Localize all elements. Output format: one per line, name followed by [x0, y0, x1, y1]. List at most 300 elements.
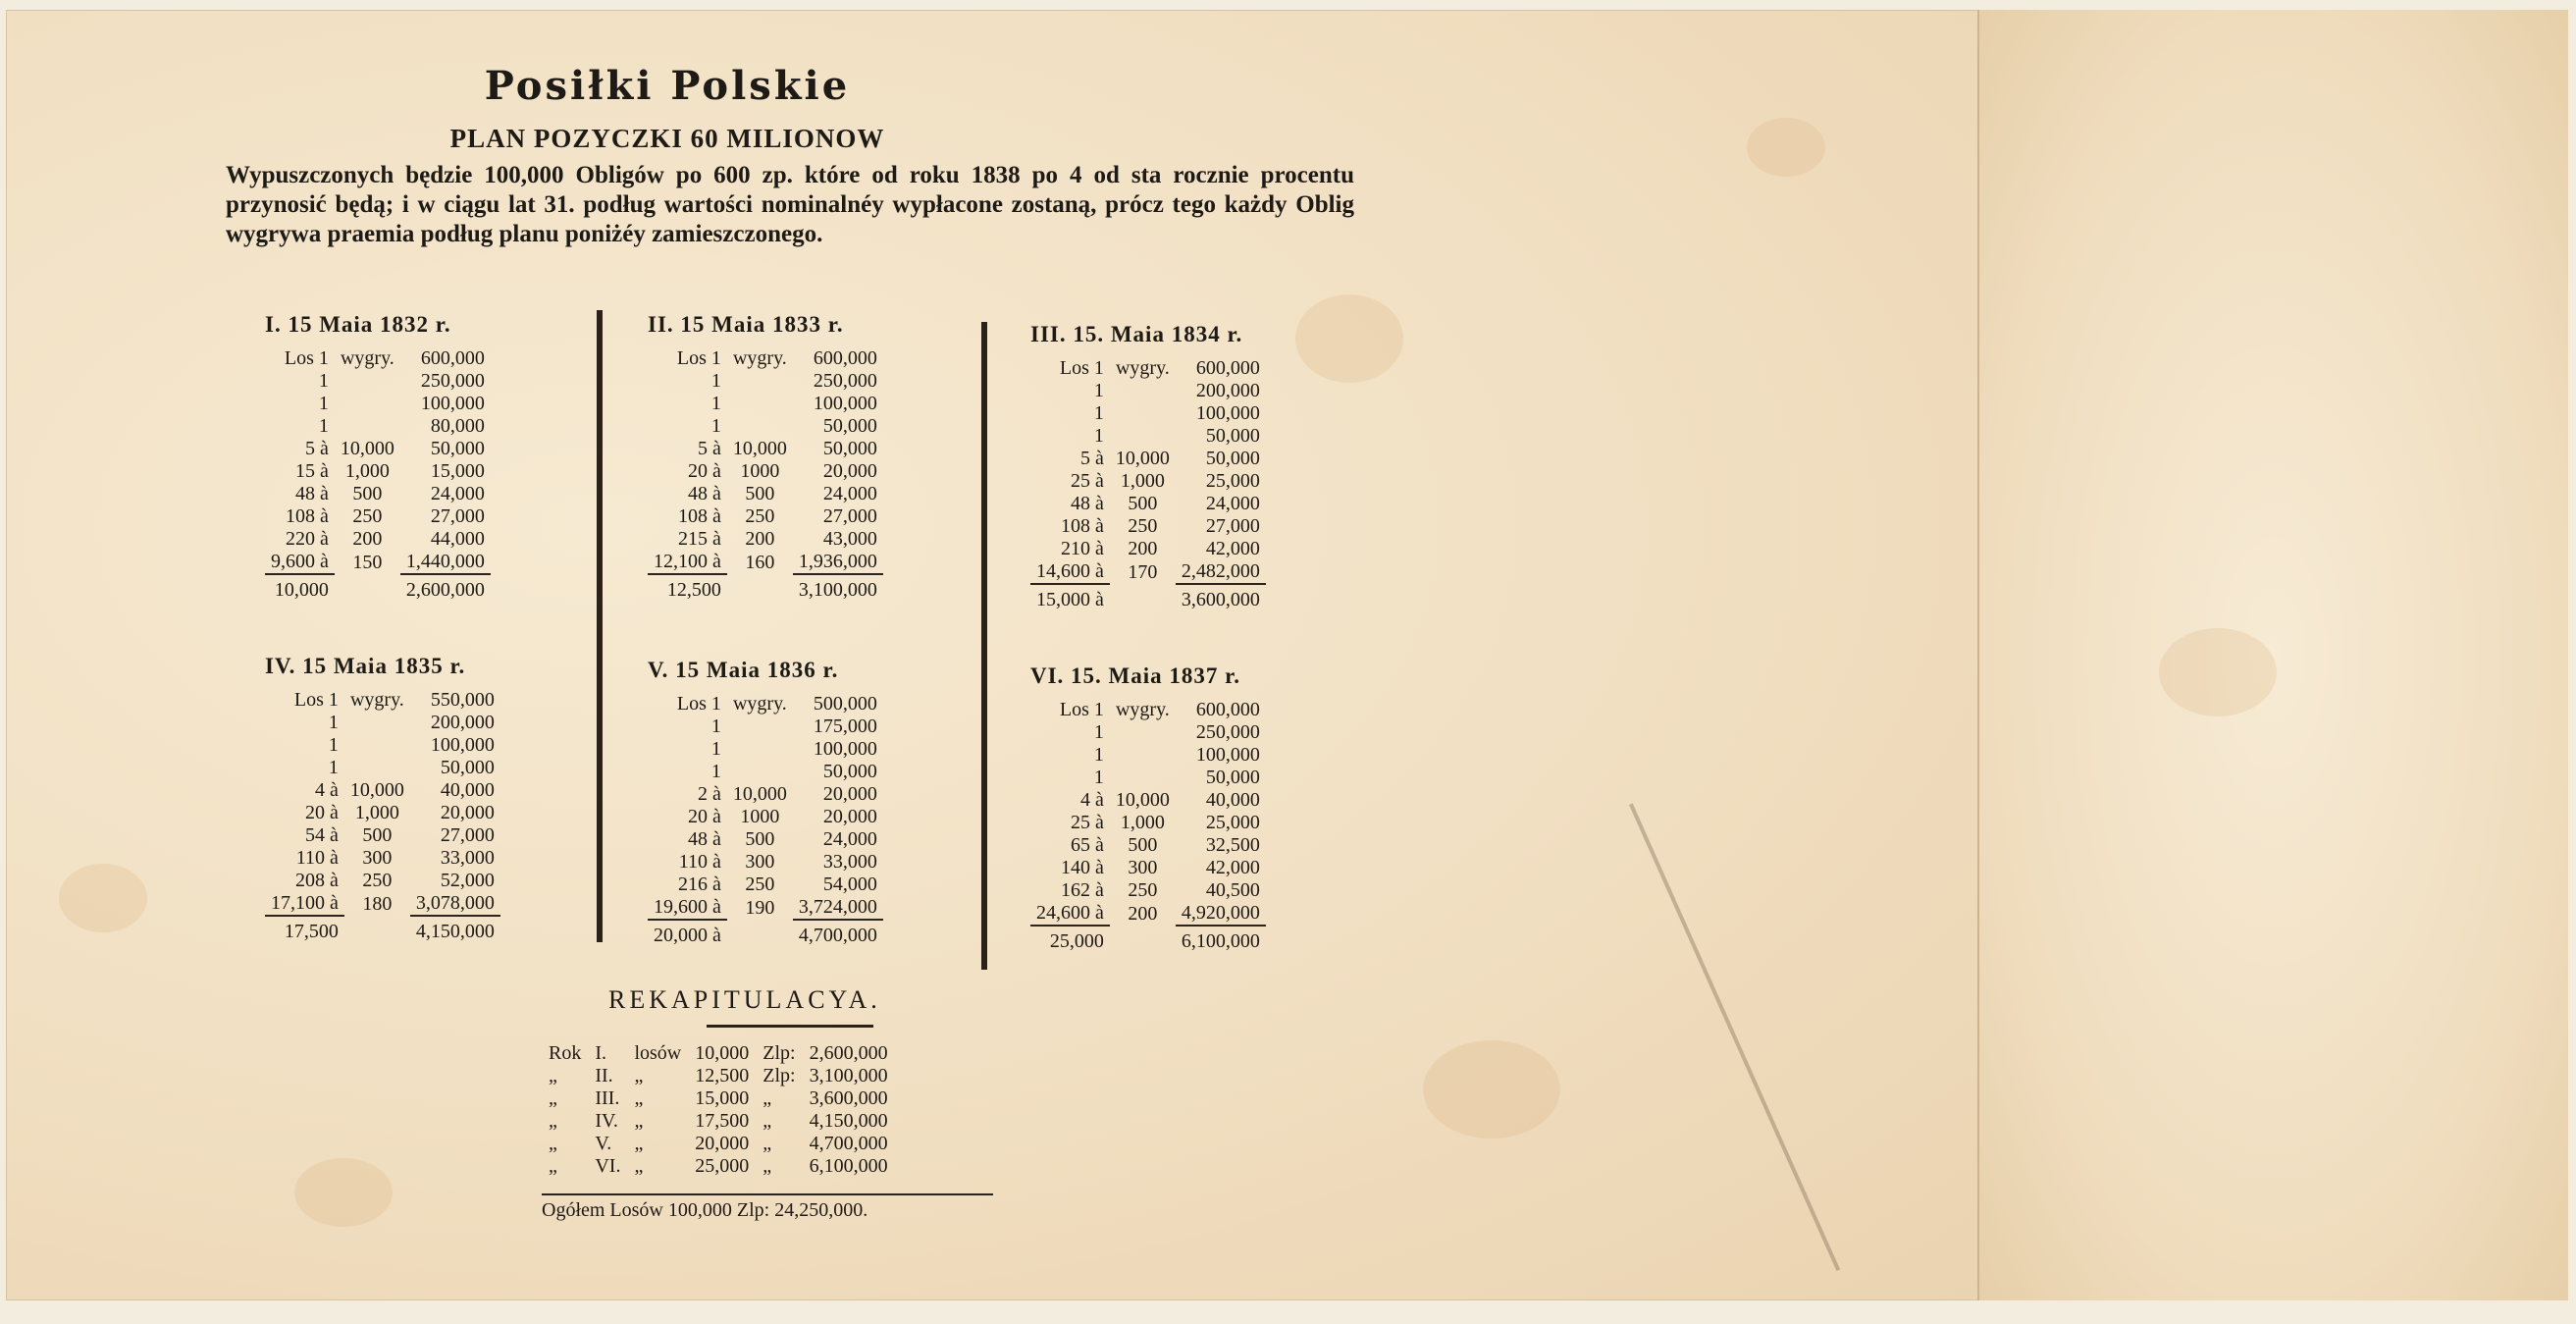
- lot-count: Los 1: [1059, 699, 1104, 720]
- recap-amount: 4,700,000: [809, 1133, 888, 1154]
- total-lots: 17,500: [265, 916, 344, 943]
- table-row: [265, 505, 491, 528]
- prize-each: wygry.: [1115, 357, 1170, 379]
- total-spacer: [1110, 584, 1176, 611]
- lot-count: 1: [318, 393, 329, 414]
- prize-amount: 50,000: [822, 438, 877, 459]
- recap-rule: [707, 1025, 873, 1028]
- recap-year: „: [549, 1110, 557, 1132]
- prize-amount: 3,724,000: [798, 896, 877, 918]
- lot-count: Los 1: [1059, 357, 1104, 379]
- prize-each: wygry.: [340, 347, 394, 369]
- recap-currency: Zlp:: [762, 1065, 796, 1086]
- prize-each: [1110, 402, 1176, 425]
- table-row: [1030, 721, 1266, 744]
- table-row: [648, 370, 883, 393]
- table-row: [648, 896, 883, 920]
- table-row: [1030, 699, 1266, 721]
- foxing-stain: [1295, 294, 1403, 383]
- recap-year: „: [549, 1087, 557, 1109]
- table-row: [1030, 879, 1266, 902]
- lot-count: 210 à: [1061, 538, 1104, 559]
- total-spacer: [727, 920, 793, 947]
- prize-amount: 100,000: [1195, 744, 1260, 766]
- prize-each: wygry.: [349, 689, 404, 711]
- lot-count: 48 à: [1071, 493, 1104, 514]
- table-row: [1030, 470, 1266, 493]
- lot-count: 108 à: [678, 505, 721, 527]
- prize-amount: 20,000: [822, 806, 877, 827]
- recap-year: „: [549, 1065, 557, 1086]
- lot-count: 108 à: [1061, 515, 1104, 537]
- table-total-row: [1030, 926, 1266, 953]
- table-row: [265, 847, 500, 870]
- prize-each: [335, 393, 400, 415]
- recap-lots-label: „: [634, 1065, 644, 1086]
- draw-heading: IV. 15 Maia 1835 r.: [265, 654, 466, 678]
- foxing-stain: [294, 1158, 393, 1227]
- prize-amount: 500,000: [813, 693, 877, 715]
- recap-currency: „: [762, 1155, 772, 1177]
- prize-each: 160: [745, 551, 775, 573]
- total-lots: 12,500: [648, 574, 727, 602]
- prize-amount: 100,000: [430, 734, 495, 756]
- table-row: [648, 505, 883, 528]
- prize-amount: 100,000: [813, 393, 877, 414]
- foxing-stain: [2159, 628, 2277, 716]
- total-spacer: [335, 574, 400, 602]
- recap-lots-label: losów: [634, 1042, 682, 1064]
- prize-amount: 25,000: [1205, 812, 1260, 833]
- lot-count: Los 1: [676, 347, 721, 369]
- intro-paragraph: Wypuszczonych będzie 100,000 Obligów po 600 zp. które od roku 1838 po 4 od sta rocznie procentu przynosić będą; i w ciągu lat 31. podług wartości nominalnéy wypłacone zostaną, prócz tego każdy Oblig wygrywa praemia podług planu poniżéy zamieszczonego.: [226, 162, 1354, 247]
- prize-each: 500: [1128, 834, 1158, 856]
- prize-amount: 3,078,000: [415, 892, 495, 914]
- prize-amount: 550,000: [430, 689, 495, 711]
- prize-each: 200: [745, 528, 775, 550]
- prize-amount: 27,000: [1205, 515, 1260, 537]
- prize-each: 500: [352, 483, 383, 504]
- lot-count: 54 à: [305, 824, 339, 846]
- lot-count: 1: [710, 761, 721, 782]
- recap-row: [542, 1065, 895, 1087]
- table-total-row: [1030, 584, 1266, 611]
- prize-each: 250: [352, 505, 383, 527]
- lot-count: 1: [1093, 721, 1104, 743]
- prize-each: 10,000: [732, 783, 787, 805]
- table-row: [265, 528, 491, 551]
- prize-each: 170: [1128, 560, 1158, 583]
- prize-each: [344, 757, 410, 779]
- lot-count: 1: [710, 370, 721, 392]
- table-row: [265, 438, 491, 460]
- lot-count: 1: [1093, 425, 1104, 447]
- total-spacer: [344, 916, 410, 943]
- prize-amount: 250,000: [1195, 721, 1260, 743]
- prize-amount: 50,000: [1205, 425, 1260, 447]
- total-spacer: [1110, 926, 1176, 953]
- table-row: [265, 892, 500, 916]
- draw-heading: II. 15 Maia 1833 r.: [648, 312, 844, 337]
- total-amount: 4,700,000: [793, 920, 883, 947]
- recap-amount: 6,100,000: [809, 1155, 888, 1177]
- prize-each: 10,000: [349, 779, 404, 801]
- table-row: [648, 460, 883, 483]
- total-lots: 15,000 à: [1030, 584, 1110, 611]
- prize-amount: 24,000: [1205, 493, 1260, 514]
- lot-count: 140 à: [1061, 857, 1104, 878]
- draw-table: [1030, 663, 1266, 953]
- lot-count: 1: [318, 415, 329, 437]
- prize-amount: 50,000: [1205, 448, 1260, 469]
- recap-lots-label: „: [634, 1155, 644, 1177]
- prize-amount: 24,000: [822, 828, 877, 850]
- lot-count: 1: [710, 715, 721, 737]
- prize-amount: 50,000: [1205, 767, 1260, 788]
- prize-amount: 42,000: [1205, 857, 1260, 878]
- lot-count: 20 à: [688, 806, 721, 827]
- draw-table: [1030, 322, 1266, 611]
- table-total-row: [265, 916, 500, 943]
- prize-each: 200: [352, 528, 383, 550]
- prize-amount: 20,000: [822, 783, 877, 805]
- lot-count: 162 à: [1061, 879, 1104, 901]
- lot-count: 1: [318, 370, 329, 392]
- prize-each: 150: [352, 551, 383, 573]
- prize-each: wygry.: [1115, 699, 1170, 720]
- prize-each: 250: [362, 870, 393, 891]
- lot-count: 19,600 à: [654, 896, 721, 918]
- draw-table: [648, 312, 883, 602]
- recap-amount: 3,100,000: [809, 1065, 888, 1086]
- recap-lots: 20,000: [695, 1133, 750, 1154]
- table-row: [1030, 789, 1266, 812]
- recap-lots: 17,500: [695, 1110, 750, 1132]
- table-row: [265, 689, 500, 712]
- table-row: [648, 551, 883, 574]
- lot-count: 216 à: [678, 874, 721, 895]
- table-row: [265, 734, 500, 757]
- lot-count: 5 à: [698, 438, 721, 459]
- prize-each: 1,000: [344, 460, 390, 482]
- lot-count: 5 à: [305, 438, 329, 459]
- foxing-stain: [1423, 1040, 1560, 1139]
- prize-amount: 600,000: [1195, 357, 1260, 379]
- prize-each: [335, 415, 400, 438]
- lot-count: 2 à: [698, 783, 721, 805]
- recap-lots: 10,000: [695, 1042, 750, 1064]
- prize-each: 300: [745, 851, 775, 873]
- prize-each: 10,000: [1115, 448, 1170, 469]
- recap-summary: Ogółem Losów 100,000 Zlp: 24,250,000.: [542, 1193, 993, 1222]
- lot-count: 17,100 à: [271, 892, 339, 914]
- prize-amount: 50,000: [440, 757, 495, 778]
- recap-year: „: [549, 1133, 557, 1154]
- draw-prize-table: [1030, 357, 1266, 611]
- table-row: [648, 874, 883, 896]
- prize-amount: 50,000: [430, 438, 485, 459]
- table-row: [648, 483, 883, 505]
- prize-each: 1000: [740, 460, 780, 482]
- prize-each: [1110, 721, 1176, 744]
- document-title: Posiłki Polskie: [484, 63, 851, 109]
- table-row: [265, 712, 500, 734]
- lot-count: 15 à: [295, 460, 329, 482]
- document-subtitle: PLAN POZYCZKI 60 MILIONOW: [449, 124, 885, 153]
- prize-each: [1110, 380, 1176, 402]
- prize-amount: 20,000: [440, 802, 495, 823]
- table-row: [265, 415, 491, 438]
- prize-each: wygry.: [732, 693, 787, 715]
- lot-count: 1: [328, 757, 339, 778]
- prize-each: [727, 715, 793, 738]
- prize-each: 250: [745, 505, 775, 527]
- lot-count: 48 à: [295, 483, 329, 504]
- recap-currency: „: [762, 1110, 772, 1132]
- recap-amount: 2,600,000: [809, 1042, 888, 1064]
- prize-amount: 100,000: [1195, 402, 1260, 424]
- total-amount: 2,600,000: [400, 574, 491, 602]
- recap-year: Rok: [549, 1042, 582, 1064]
- recap-row: [542, 1155, 895, 1178]
- table-row: [648, 783, 883, 806]
- draw-table: [648, 658, 883, 947]
- prize-amount: 32,500: [1205, 834, 1260, 856]
- lot-count: 1: [710, 415, 721, 437]
- recap-amount: 3,600,000: [809, 1087, 888, 1109]
- table-row: [265, 757, 500, 779]
- prize-amount: 100,000: [813, 738, 877, 760]
- prize-amount: 2,482,000: [1181, 560, 1260, 582]
- prize-amount: 4,920,000: [1181, 902, 1260, 924]
- prize-each: [727, 738, 793, 761]
- coupon-stub: [1977, 10, 2568, 1300]
- prize-each: 500: [362, 824, 393, 846]
- prize-amount: 27,000: [822, 505, 877, 527]
- lot-count: 1: [1093, 380, 1104, 401]
- prize-each: 250: [745, 874, 775, 895]
- table-row: [265, 370, 491, 393]
- lot-count: 4 à: [1080, 789, 1104, 811]
- total-amount: 3,100,000: [793, 574, 883, 602]
- prize-each: 10,000: [340, 438, 394, 459]
- prize-amount: 44,000: [430, 528, 485, 550]
- prize-each: [727, 370, 793, 393]
- total-amount: 3,600,000: [1176, 584, 1266, 611]
- lot-count: 25 à: [1071, 812, 1104, 833]
- prize-each: 300: [362, 847, 393, 869]
- table-row: [1030, 357, 1266, 380]
- table-row: [648, 438, 883, 460]
- recap-number: I.: [595, 1042, 607, 1064]
- prize-each: [344, 734, 410, 757]
- lot-count: 208 à: [295, 870, 339, 891]
- table-row: [1030, 834, 1266, 857]
- prize-amount: 50,000: [822, 415, 877, 437]
- table-row: [1030, 515, 1266, 538]
- prize-each: 200: [1128, 538, 1158, 559]
- draw-heading: V. 15 Maia 1836 r.: [648, 658, 839, 682]
- lot-count: 220 à: [286, 528, 329, 550]
- table-row: [648, 693, 883, 715]
- draw-prize-table: [648, 693, 883, 947]
- table-row: [648, 761, 883, 783]
- recap-number: II.: [595, 1065, 613, 1086]
- lot-count: 1: [328, 734, 339, 756]
- prize-amount: 43,000: [822, 528, 877, 550]
- table-row: [1030, 380, 1266, 402]
- prize-amount: 1,936,000: [798, 551, 877, 572]
- prize-each: 180: [362, 892, 393, 915]
- recap-amount: 4,150,000: [809, 1110, 888, 1132]
- recap-number: IV.: [595, 1110, 618, 1132]
- prize-each: 1,000: [1120, 812, 1165, 833]
- prize-amount: 40,500: [1205, 879, 1260, 901]
- recap-number: VI.: [595, 1155, 621, 1177]
- draw-heading: III. 15. Maia 1834 r.: [1030, 322, 1243, 346]
- recap-row: [542, 1087, 895, 1110]
- recap-number: V.: [595, 1133, 612, 1154]
- recap-row: [542, 1133, 895, 1155]
- recap-title: REKAPITULACYA.: [608, 985, 881, 1014]
- table-row: [648, 528, 883, 551]
- prize-amount: 15,000: [430, 460, 485, 482]
- recap-lots: 15,000: [695, 1087, 750, 1109]
- prize-each: [1110, 744, 1176, 767]
- prize-each: 1,000: [354, 802, 399, 823]
- table-row: [265, 824, 500, 847]
- lot-count: 48 à: [688, 483, 721, 504]
- draw-table: [265, 654, 500, 943]
- lot-count: Los 1: [293, 689, 339, 711]
- recap-currency: „: [762, 1087, 772, 1109]
- recap-number: III.: [595, 1087, 620, 1109]
- prize-each: 250: [1128, 879, 1158, 901]
- table-row: [265, 779, 500, 802]
- table-row: [265, 460, 491, 483]
- prize-each: [727, 761, 793, 783]
- prize-amount: 250,000: [420, 370, 485, 392]
- recap-row: [542, 1110, 895, 1133]
- table-row: [1030, 812, 1266, 834]
- prize-each: [344, 712, 410, 734]
- prize-amount: 40,000: [1205, 789, 1260, 811]
- recap-lots-label: „: [634, 1133, 644, 1154]
- prize-amount: 42,000: [1205, 538, 1260, 559]
- table-row: [648, 715, 883, 738]
- table-row: [1030, 767, 1266, 789]
- prize-each: 200: [1128, 902, 1158, 925]
- lot-count: 1: [710, 738, 721, 760]
- recap-currency: Zlp:: [762, 1042, 796, 1064]
- prize-each: [1110, 425, 1176, 448]
- recap-lots-label: „: [634, 1087, 644, 1109]
- draw-prize-table: [1030, 699, 1266, 953]
- lot-count: 12,100 à: [654, 551, 721, 572]
- table-row: [265, 802, 500, 824]
- recap-lots-label: „: [634, 1110, 644, 1132]
- lot-count: 110 à: [295, 847, 339, 869]
- total-lots: 25,000: [1030, 926, 1110, 953]
- table-row: [1030, 902, 1266, 926]
- draw-prize-table: [265, 689, 500, 943]
- lot-count: 215 à: [678, 528, 721, 550]
- total-amount: 6,100,000: [1176, 926, 1266, 953]
- table-row: [265, 551, 491, 574]
- prize-amount: 27,000: [430, 505, 485, 527]
- prize-each: wygry.: [732, 347, 787, 369]
- prize-amount: 27,000: [440, 824, 495, 846]
- table-row: [648, 806, 883, 828]
- table-row: [1030, 538, 1266, 560]
- lot-count: 20 à: [688, 460, 721, 482]
- prize-each: 300: [1128, 857, 1158, 878]
- prize-each: 10,000: [1115, 789, 1170, 811]
- lot-count: 65 à: [1071, 834, 1104, 856]
- lot-count: 1: [1093, 402, 1104, 424]
- draw-heading: I. 15 Maia 1832 r.: [265, 312, 451, 337]
- recap-table: [542, 1042, 895, 1178]
- foxing-stain: [59, 864, 147, 932]
- prize-each: 500: [1128, 493, 1158, 514]
- prize-amount: 175,000: [813, 715, 877, 737]
- table-row: [1030, 560, 1266, 584]
- recap-lots: 12,500: [695, 1065, 750, 1086]
- table-total-row: [265, 574, 491, 602]
- table-row: [648, 738, 883, 761]
- prize-amount: 600,000: [1195, 699, 1260, 720]
- prize-each: 250: [1128, 515, 1158, 537]
- recap-lots: 25,000: [695, 1155, 750, 1177]
- prize-each: [727, 393, 793, 415]
- table-row: [648, 393, 883, 415]
- prize-amount: 100,000: [420, 393, 485, 414]
- lot-count: 9,600 à: [271, 551, 329, 572]
- draw-prize-table: [648, 347, 883, 602]
- lot-count: Los 1: [676, 693, 721, 715]
- table-row: [648, 851, 883, 874]
- prize-amount: 52,000: [440, 870, 495, 891]
- prize-amount: 54,000: [822, 874, 877, 895]
- lot-count: 24,600 à: [1036, 902, 1104, 924]
- prize-amount: 600,000: [813, 347, 877, 369]
- prize-each: 500: [745, 483, 775, 504]
- table-row: [265, 347, 491, 370]
- lot-count: 20 à: [305, 802, 339, 823]
- lot-count: 110 à: [678, 851, 721, 873]
- lot-count: 25 à: [1071, 470, 1104, 492]
- table-row: [1030, 425, 1266, 448]
- prize-each: 190: [745, 896, 775, 919]
- recap-year: „: [549, 1155, 557, 1177]
- table-row: [1030, 857, 1266, 879]
- prize-amount: 200,000: [430, 712, 495, 733]
- table-row: [1030, 493, 1266, 515]
- lot-count: 1: [710, 393, 721, 414]
- total-spacer: [727, 574, 793, 602]
- lot-count: 1: [1093, 744, 1104, 766]
- recap-row: [542, 1042, 895, 1065]
- prize-amount: 50,000: [822, 761, 877, 782]
- lot-count: 4 à: [315, 779, 339, 801]
- table-row: [648, 415, 883, 438]
- lot-count: 14,600 à: [1036, 560, 1104, 582]
- prize-each: [727, 415, 793, 438]
- column-rule: [597, 310, 603, 942]
- table-row: [648, 347, 883, 370]
- prize-amount: 25,000: [1205, 470, 1260, 492]
- draw-heading: VI. 15. Maia 1837 r.: [1030, 663, 1241, 688]
